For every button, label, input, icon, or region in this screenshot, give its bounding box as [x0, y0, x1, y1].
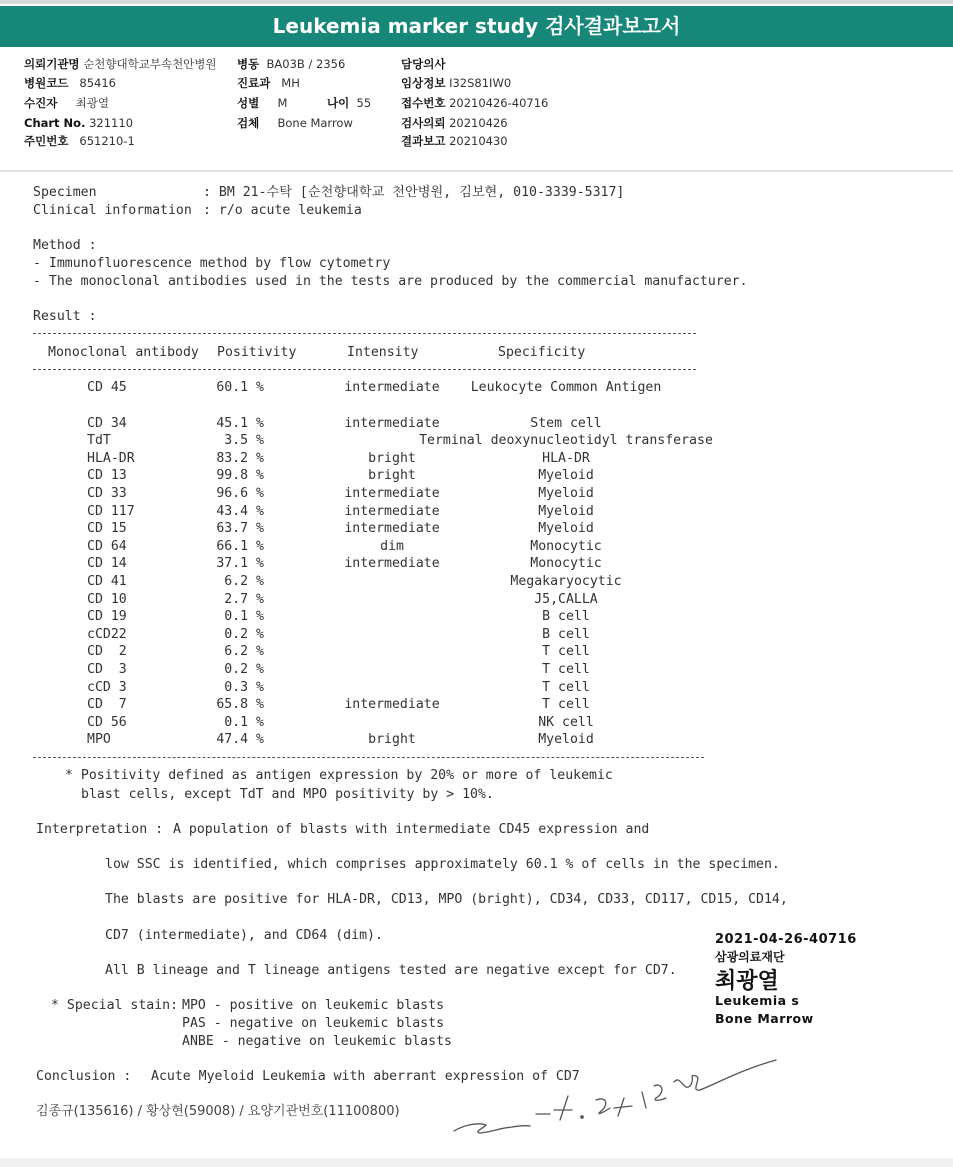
specificity-cell: T cell	[542, 697, 590, 713]
positivity-cell: 0.2 %	[224, 662, 264, 677]
specificity-cell: Myeloid	[538, 468, 594, 484]
interpretation-line-1: A population of blasts with intermediate CD45 expression and	[173, 822, 650, 837]
interpretation-line-4: CD7 (intermediate), and CD64 (dim).	[105, 928, 383, 943]
signatory-physicians: 김종규(135616) / 황상현(59008) / 요양기관번호(11100800)	[36, 1104, 400, 1119]
intensity-cell: intermediate	[344, 486, 440, 501]
intensity-cell: bright	[368, 732, 416, 748]
column-header-specificity: Specificity	[498, 345, 586, 360]
resident-number: 주민번호 651210-1	[24, 134, 135, 148]
specificity-cell: Myeloid	[538, 503, 594, 519]
antibody-cell: CD 10	[87, 591, 127, 607]
clinical-information-label: Clinical information	[33, 203, 192, 218]
positivity-cell: 2.7 %	[224, 591, 264, 607]
accession-number: 접수번호 20210426-40716	[401, 96, 549, 110]
antibody-cell: CD 7	[87, 697, 127, 713]
result-heading: Result :	[33, 309, 97, 324]
antibody-cell: CD 45	[87, 380, 127, 395]
positivity-cell: 47.4 %	[216, 732, 264, 748]
chart-number: Chart No. 321110	[24, 116, 134, 130]
ward: 병동 BA03B / 2356	[237, 57, 346, 71]
method-line-1: - Immunofluorescence method by flow cytometry	[33, 256, 391, 271]
antibody-cell: cCD22	[87, 626, 127, 642]
specificity-cell: HLA-DR	[542, 450, 590, 466]
intensity-cell: bright	[368, 468, 416, 484]
sticker-specimen: Bone Marrow	[715, 1011, 814, 1026]
antibody-cell: HLA-DR	[87, 450, 135, 466]
report-date: 결과보고 20210430	[401, 134, 508, 148]
positivity-cell: 96.6 %	[216, 486, 264, 501]
antibody-cell: CD 64	[87, 538, 127, 554]
sticker-accession: 2021-04-26-40716	[715, 932, 857, 947]
positivity-cell: 0.1 %	[224, 609, 264, 625]
clinical-info: 임상정보 I32S81IW0	[401, 76, 512, 90]
specimen-label: Specimen	[33, 185, 97, 200]
positivity-cell: 65.8 %	[216, 697, 264, 713]
antibody-cell: CD 33	[87, 486, 127, 501]
sex: 성별 M	[237, 96, 288, 110]
antibody-cell: CD 117	[87, 503, 135, 519]
specificity-cell: Myeloid	[538, 732, 594, 748]
positivity-cell: 0.2 %	[224, 626, 264, 642]
doctor-in-charge: 담당의사	[401, 57, 446, 71]
clinical-information-value: : r/o acute leukemia	[203, 203, 362, 218]
special-stain-pas: PAS - negative on leukemic blasts	[182, 1016, 445, 1031]
positivity-footnote-line-1: * Positivity defined as antigen expression by 20% or more of leukemic	[65, 768, 613, 783]
conclusion-label: Conclusion :	[36, 1069, 132, 1084]
specificity-cell: Leukocyte Common Antigen	[470, 380, 662, 395]
sticker-institution: 삼광의료재단	[715, 950, 785, 964]
patient-name: 수진자 최광열	[24, 96, 109, 110]
antibody-cell: MPO	[87, 732, 111, 748]
age: 나이 55	[327, 96, 372, 110]
positivity-cell: 0.3 %	[224, 679, 264, 695]
top-border	[0, 0, 953, 4]
positivity-cell: 37.1 %	[216, 556, 264, 572]
positivity-cell: 0.1 %	[224, 714, 264, 730]
specificity-cell: Monocytic	[530, 556, 602, 572]
antibody-cell: CD 34	[87, 415, 127, 431]
sticker-test: Leukemia s	[715, 993, 800, 1008]
antibody-cell: CD 3	[87, 662, 127, 677]
sticker-patient-name: 최광열	[715, 969, 779, 994]
specificity-cell: Monocytic	[530, 538, 602, 554]
intensity-cell: intermediate	[344, 415, 440, 431]
intensity-cell: intermediate	[344, 503, 440, 519]
specificity-cell: Terminal deoxynucleotidyl transferase	[419, 433, 713, 449]
positivity-cell: 66.1 %	[216, 538, 264, 554]
specificity-cell: Myeloid	[538, 486, 594, 501]
antibody-cell: CD 14	[87, 556, 127, 572]
conclusion-text: Acute Myeloid Leukemia with aberrant expression of CD7	[151, 1069, 580, 1084]
specificity-cell: Myeloid	[538, 521, 594, 537]
report-title: Leukemia marker study 검사결과보고서	[0, 6, 953, 47]
special-stain-mpo: MPO - positive on leukemic blasts	[182, 998, 445, 1013]
positivity-cell: 45.1 %	[216, 415, 264, 431]
positivity-cell: 60.1 %	[216, 380, 264, 395]
positivity-footnote-line-2: blast cells, except TdT and MPO positivity by > 10%.	[81, 787, 494, 802]
interpretation-label: Interpretation :	[36, 822, 164, 837]
antibody-cell: CD 56	[87, 714, 127, 730]
positivity-cell: 43.4 %	[216, 503, 264, 519]
antibody-cell: TdT	[87, 433, 111, 449]
antibody-cell: CD 41	[87, 574, 127, 589]
positivity-cell: 63.7 %	[216, 521, 264, 537]
positivity-cell: 3.5 %	[224, 433, 264, 449]
antibody-cell: CD 2	[87, 644, 127, 660]
request-date: 검사의뢰 20210426	[401, 116, 508, 130]
positivity-cell: 6.2 %	[224, 574, 264, 589]
antibody-cell: CD 19	[87, 609, 127, 625]
special-stain-label: * Special stain:	[51, 998, 179, 1013]
handwritten-signature-icon	[440, 1052, 790, 1140]
table-top-rule	[33, 333, 696, 334]
intensity-cell: bright	[368, 450, 416, 466]
interpretation-line-3: The blasts are positive for HLA-DR, CD13, MPO (bright), CD34, CD33, CD117, CD15, CD14,	[105, 892, 788, 907]
intensity-cell: intermediate	[344, 697, 440, 713]
column-header-positivity: Positivity	[217, 345, 297, 360]
positivity-cell: 83.2 %	[216, 450, 264, 466]
interpretation-line-5: All B lineage and T lineage antigens tested are negative except for CD7.	[105, 963, 677, 978]
specificity-cell: B cell	[542, 609, 590, 625]
intensity-cell: intermediate	[344, 380, 440, 395]
specificity-cell: Megakaryocytic	[510, 574, 622, 589]
table-bottom-rule	[33, 757, 704, 758]
specificity-cell: T cell	[542, 644, 590, 660]
positivity-cell: 6.2 %	[224, 644, 264, 660]
table-header-rule	[33, 369, 696, 370]
positivity-cell: 99.8 %	[216, 468, 264, 484]
header-divider	[0, 170, 953, 172]
antibody-cell: cCD 3	[87, 679, 127, 695]
intensity-cell: intermediate	[344, 556, 440, 572]
method-line-2: - The monoclonal antibodies used in the tests are produced by the commercial manufacturer.	[33, 274, 748, 289]
specificity-cell: J5,CALLA	[534, 591, 598, 607]
specificity-cell: Stem cell	[530, 415, 602, 431]
interpretation-line-2: low SSC is identified, which comprises approximately 60.1 % of cells in the specimen.	[105, 857, 780, 872]
method-heading: Method :	[33, 238, 97, 253]
antibody-cell: CD 13	[87, 468, 127, 484]
specificity-cell: T cell	[542, 662, 590, 677]
special-stain-anbe: ANBE - negative on leukemic blasts	[182, 1034, 452, 1049]
specificity-cell: NK cell	[538, 714, 594, 730]
hospital-code: 병원코드 85416	[24, 76, 116, 90]
intensity-cell: dim	[380, 538, 404, 554]
intensity-cell: intermediate	[344, 521, 440, 537]
requesting-institution: 의뢰기관명 순천향대학교부속천안병원	[24, 57, 217, 71]
antibody-cell: CD 15	[87, 521, 127, 537]
specificity-cell: B cell	[542, 626, 590, 642]
department: 진료과 MH	[237, 76, 300, 90]
specificity-cell: T cell	[542, 679, 590, 695]
column-header-antibody: Monoclonal antibody	[48, 345, 199, 360]
specimen-type: 검체 Bone Marrow	[237, 116, 353, 130]
column-header-intensity: Intensity	[347, 345, 419, 360]
specimen-value: : BM 21-수탁 [순천향대학교 천안병원, 김보현, 010-3339-5317]	[203, 185, 625, 200]
